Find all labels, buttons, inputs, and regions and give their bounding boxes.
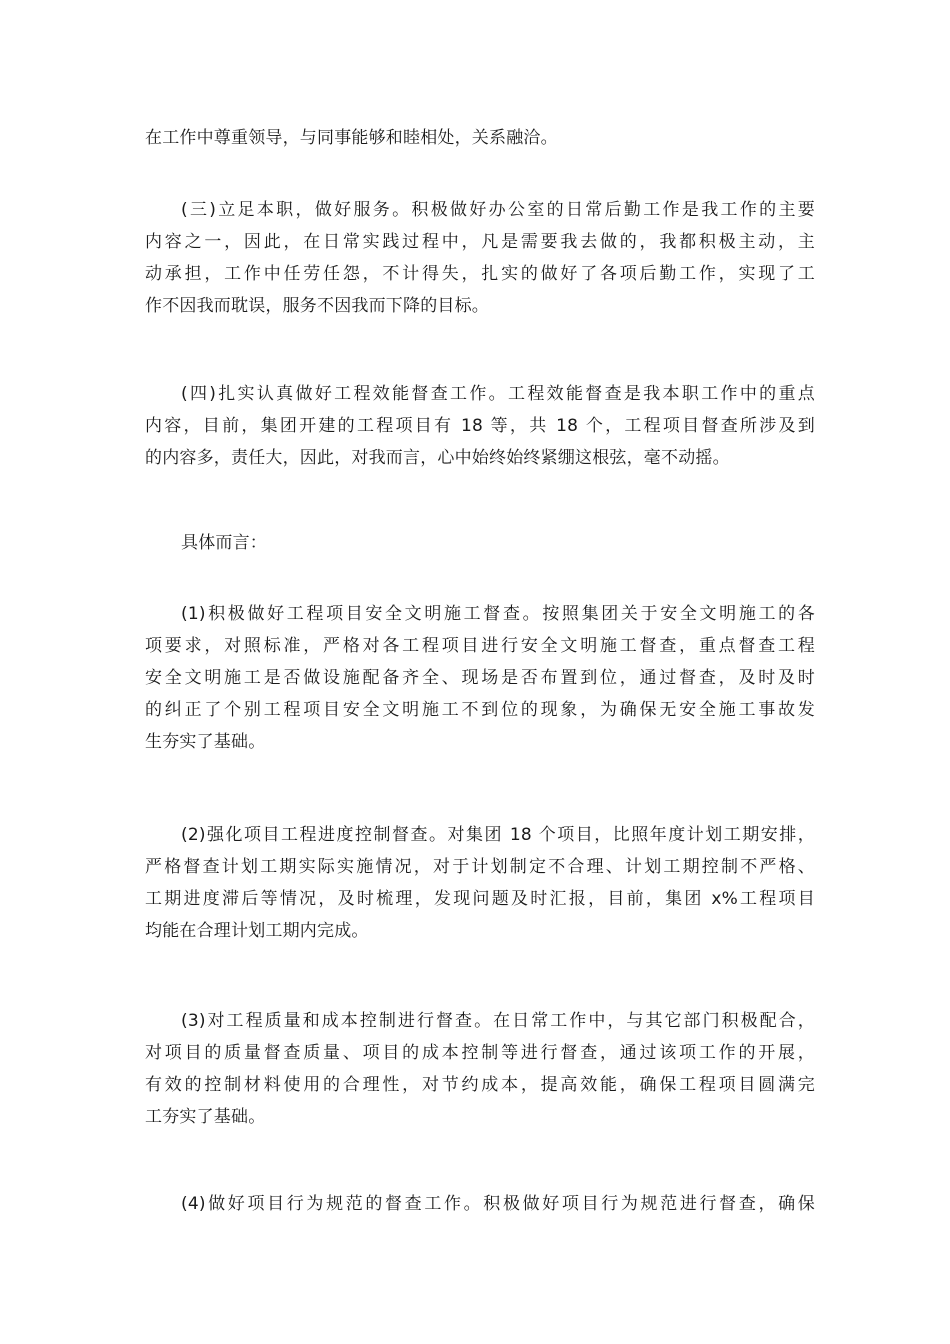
paragraph-efficiency-supervision <box>145 378 815 474</box>
paragraph-specifically <box>145 527 815 559</box>
paragraph-line: 的纠正了个别工程项目安全文明施工不到位的现象，为确保无安全施工事故发 <box>145 700 815 720</box>
paragraph-line: 生夯实了基础。 <box>145 732 266 752</box>
paragraph-line: 内容，目前，集团开建的工程项目有 18 等，共 18 个，工程项目督查所涉及到 <box>145 416 815 436</box>
paragraph-line: (四)扎实认真做好工程效能督查工作。工程效能督查是我本职工作中的重点 <box>181 384 815 404</box>
paragraph-line: 均能在合理计划工期内完成。 <box>145 921 369 941</box>
paragraph-line: 工夯实了基础。 <box>145 1107 266 1127</box>
paragraph-line: (3)对工程质量和成本控制进行督查。在日常工作中，与其它部门积极配合， <box>181 1011 815 1031</box>
paragraph-service <box>145 194 815 322</box>
paragraph-relations <box>145 122 815 154</box>
paragraph-line: (1)积极做好工程项目安全文明施工督查。按照集团关于安全文明施工的各 <box>181 604 815 624</box>
paragraph-line: (三)立足本职，做好服务。积极做好办公室的日常后勤工作是我工作的主要 <box>181 200 815 220</box>
paragraph-item-4 <box>145 1188 815 1220</box>
paragraph-line: 在工作中尊重领导，与同事能够和睦相处，关系融洽。 <box>145 128 558 148</box>
paragraph-line: 的内容多，责任大，因此，对我而言，心中始终始终紧绷这根弦，毫不动摇。 <box>145 448 730 468</box>
paragraph-line: 严格督查计划工期实际实施情况，对于计划制定不合理、计划工期控制不严格、 <box>145 857 815 877</box>
paragraph-item-1 <box>145 598 815 758</box>
paragraph-line: 作不因我而耽误，服务不因我而下降的目标。 <box>145 296 489 316</box>
paragraph-line: 有效的控制材料使用的合理性，对节约成本，提高效能，确保工程项目圆满完 <box>145 1075 815 1095</box>
paragraph-line: 对项目的质量督查质量、项目的成本控制等进行督查，通过该项工作的开展， <box>145 1043 815 1063</box>
paragraph-item-3 <box>145 1005 815 1133</box>
paragraph-line: (4)做好项目行为规范的督查工作。积极做好项目行为规范进行督查，确保 <box>181 1194 815 1214</box>
paragraph-item-2 <box>145 819 815 947</box>
paragraph-line: 项要求，对照标准，严格对各工程项目进行安全文明施工督查，重点督查工程 <box>145 636 815 656</box>
paragraph-line: 动承担，工作中任劳任怨，不计得失，扎实的做好了各项后勤工作，实现了工 <box>145 264 815 284</box>
paragraph-line: (2)强化项目工程进度控制督查。对集团 18 个项目，比照年度计划工期安排， <box>181 825 815 845</box>
paragraph-line: 安全文明施工是否做设施配备齐全、现场是否布置到位，通过督查，及时及时 <box>145 668 815 688</box>
paragraph-line: 工期进度滞后等情况，及时梳理，发现问题及时汇报，目前，集团 x%工程项目 <box>145 889 815 909</box>
paragraph-line: 具体而言： <box>181 533 267 553</box>
paragraph-line: 内容之一，因此，在日常实践过程中，凡是需要我去做的，我都积极主动，主 <box>145 232 815 252</box>
